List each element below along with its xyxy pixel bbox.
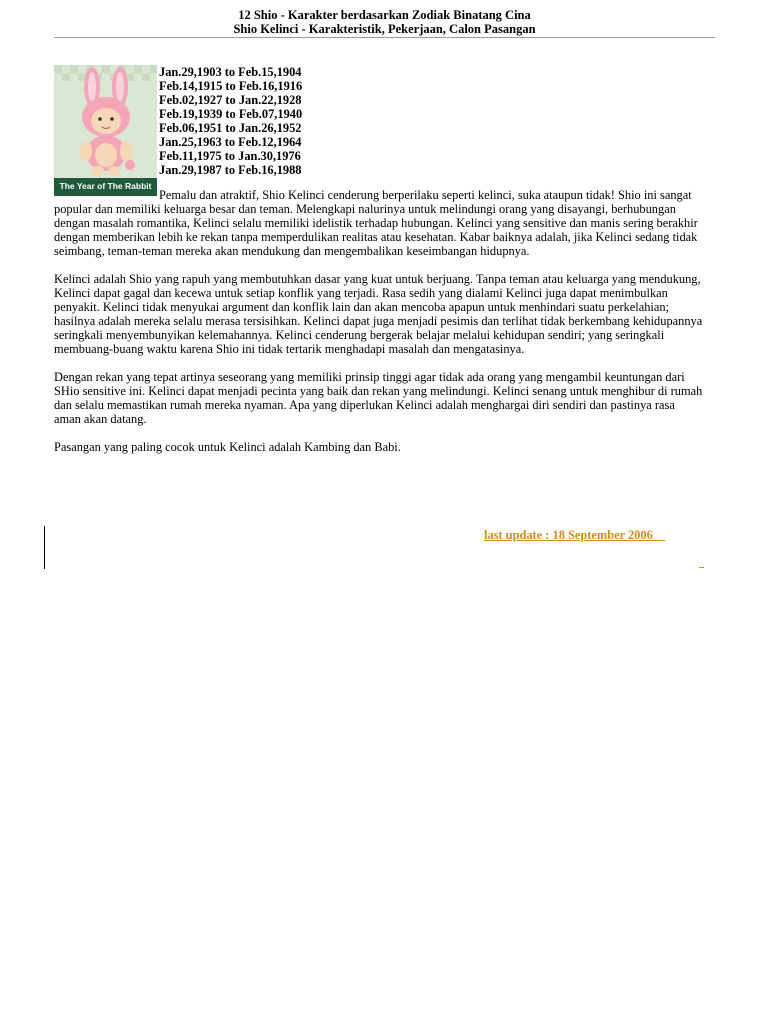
paragraph-compatibility: Pasangan yang paling cocok untuk Kelinci adalah Kambing dan Babi. bbox=[54, 440, 401, 454]
rabbit-illustration bbox=[54, 65, 157, 196]
footer-underline-mark[interactable] bbox=[699, 557, 704, 568]
header-subtitle: Shio Kelinci - Karakteristik, Pekerjaan, Calon Pasangan bbox=[233, 22, 536, 36]
date-range: Jan.25,1963 to Feb.12,1964 bbox=[159, 135, 302, 149]
rabbit-costume-child-image bbox=[54, 65, 157, 196]
date-range: Feb.06,1951 to Jan.26,1952 bbox=[159, 121, 302, 135]
paragraph-intro: Pemalu dan atraktif, Shio Kelinci cenderung berperilaku seperti kelinci, suka ataupun tidak! Shio ini sangat popular dan memiliki keluarga besar dan teman. Melengkapi nalurinya untuk melindungi orang yang disayangi, berhubungan dengan masalah romantika, Kelinci selalu memiliki idelistik terhadap hubungan. Kelinci yang sensitive dan manis sering berakhir dengan memberikan lebih ke rekan tanpa memperdulikan realitas atau kesehatan. Kabar baiknya adalah, jika Kelinci sedang tidak seimbang, teman-teman mereka akan mendukung dan mengembalikan keseimbangan hidupnya. bbox=[54, 188, 698, 258]
date-range: Feb.11,1975 to Jan.30,1976 bbox=[159, 149, 301, 163]
image-caption: The Year of The Rabbit bbox=[59, 181, 152, 191]
date-range: Feb.02,1927 to Jan.22,1928 bbox=[159, 93, 302, 107]
page-header bbox=[54, 8, 715, 36]
article-body bbox=[54, 65, 704, 468]
date-range: Jan.29,1903 to Feb.15,1904 bbox=[159, 65, 302, 79]
left-margin-bar bbox=[44, 526, 45, 569]
header-title: 12 Shio - Karakter berdasarkan Zodiak Binatang Cina bbox=[238, 8, 531, 22]
date-range: Feb.19,1939 to Feb.07,1940 bbox=[159, 107, 303, 121]
header-divider bbox=[54, 37, 715, 38]
last-update-link[interactable]: last update : 18 September 2006 bbox=[484, 528, 666, 542]
paragraph-weakness: Kelinci adalah Shio yang rapuh yang membutuhkan dasar yang kuat untuk berjuang. Tanpa teman atau keluarga yang mendukung, Kelinci dapat gagal dan kecewa untuk setiap konflik yang terjadi. Rasa sedih yang dialami Kelinci juga dapat menimbulkan penyakit. Kelinci tidak menyukai argument dan konflik lain dan akan mencoba apapun untuk menhindari suatu perkelahian; hasilnya adalah mereka selalu merasa tersisihkan. Kelinci dapat juga menjadi pesimis dan terlihat tidak berkembang kehidupannya seringkali menyembunyikan kelemahannya. Kelinci cenderung bergerak belajar melalui kehidupan sendiri; yang seringkali membuang-buang waktu karena Shio ini tidak tertarik menghadapi masalah dan mengatasinya. bbox=[54, 272, 703, 356]
date-range: Feb.14,1915 to Feb.16,1916 bbox=[159, 79, 303, 93]
paragraph-partner: Dengan rekan yang tepat artinya seseorang yang memiliki prinsip tinggi agar tidak ada orang yang mengambil keuntungan dari SHio sensitive ini. Kelinci dapat menjadi pecinta yang baik dan rekan yang melindungi. Kelinci senang untuk menghibur di rumah dan selalu memastikan rumah mereka nyaman. Apa yang diperlukan Kelinci adalah menghargai diri sendiri dan pastinya rasa aman akan datang. bbox=[54, 370, 703, 426]
date-range: Jan.29,1987 to Feb.16,1988 bbox=[159, 163, 302, 177]
